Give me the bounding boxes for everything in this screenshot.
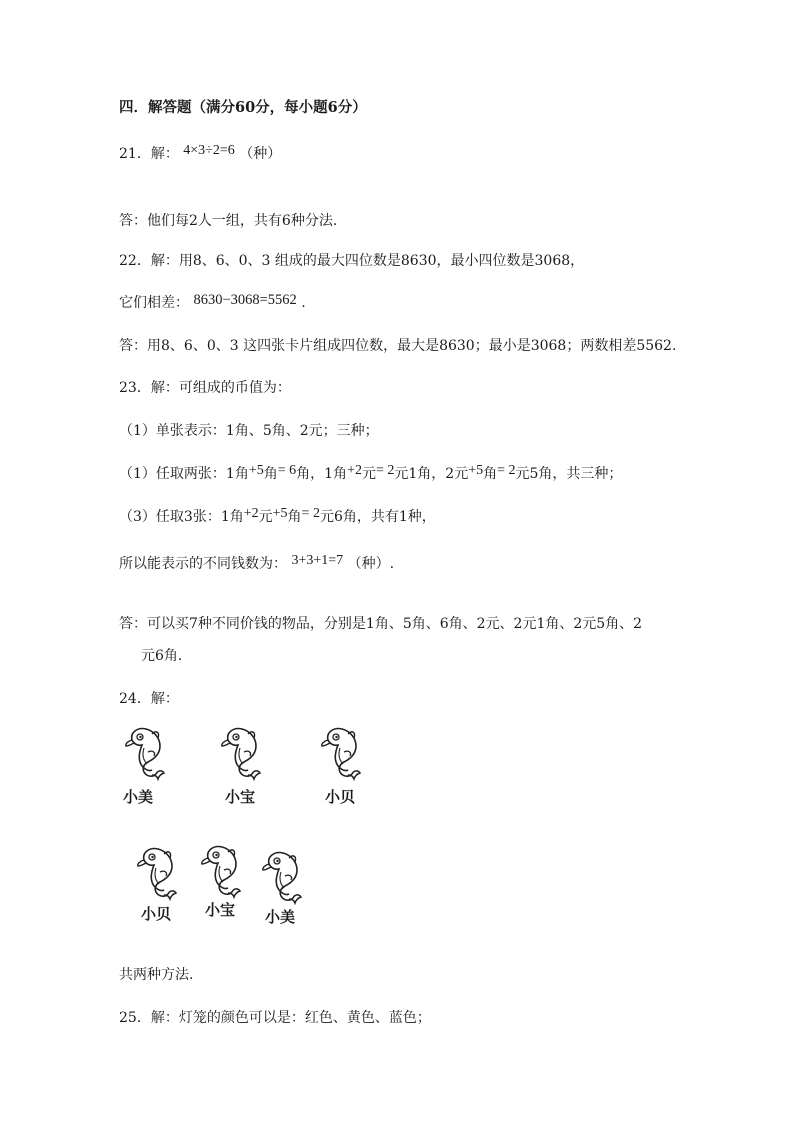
q23-total-label: 所以能表示的不同钱数为： — [119, 556, 287, 572]
q23-pair-f3: +2 — [347, 463, 362, 478]
q23-pair-t4: 元1角，2元 — [394, 466, 469, 482]
q23-triple-f2: +5 — [272, 506, 288, 521]
q22-diff-label: 它们相差： — [119, 295, 189, 311]
q22-answer: 答：用8、6、0、3 这四张卡片组成四位数，最大是8630；最小是3068；两数相差5562. — [119, 338, 677, 354]
dolphin-label: 小宝 — [225, 788, 256, 806]
q22-difference — [119, 293, 306, 313]
section-title: 四．解答题（满分60分，每小题6分） — [119, 99, 367, 116]
dolphin-label: 小美 — [123, 788, 154, 806]
q23-pair-f5: +5 — [468, 463, 484, 478]
q24-conclusion: 共两种方法. — [119, 967, 194, 983]
q23-triple-t2: 角 — [287, 509, 302, 525]
q23-pair-f4: = 2 — [375, 463, 395, 478]
dolphin-image — [318, 726, 364, 782]
q23-pair-t6: 元5角，共三种； — [515, 466, 623, 482]
q23-pair-t2: 角，1角 — [296, 466, 348, 482]
dolphin-image — [134, 846, 180, 902]
dolphin-image — [122, 726, 168, 782]
q23-pair-t1: 角 — [263, 466, 278, 482]
q23-answer-line2: 元6角. — [141, 648, 183, 664]
q23-answer-line1: 答：可以买7种不同价钱的物品，分别是1角、5角、6角、2元、2元1角、2元5角、2 — [119, 616, 643, 632]
q21-label: 21．解： — [119, 146, 179, 162]
q23-total-unit: （种） — [347, 556, 390, 572]
dolphin-label: 小宝 — [205, 901, 236, 919]
dolphin-image — [259, 850, 305, 906]
q22-line1: 22．解：用8、6、0、3 组成的最大四位数是8630，最小四位数是3068， — [119, 253, 585, 269]
q23-pair-f1: +5 — [248, 463, 264, 478]
q22-diff-end: . — [301, 295, 306, 311]
q21-formula: 4×3÷2=6 — [183, 143, 235, 158]
q21-solution — [119, 144, 281, 165]
dolphin-label: 小贝 — [325, 788, 356, 806]
q23-single: （1）单张表示：1角、5角、2元；三种； — [119, 423, 379, 439]
q23-total-formula: 3+3+1=7 — [291, 553, 344, 568]
q23-triple — [119, 507, 436, 528]
q21-answer: 答：他们每2人一组，共有6种分法. — [119, 213, 338, 229]
q23-pair — [119, 464, 622, 485]
q23-triple-t3: 元6角，共有1种， — [319, 509, 436, 525]
dolphin-label: 小美 — [265, 908, 296, 926]
q23-pair-f6: = 2 — [497, 463, 516, 478]
q23-pair-f2: = 6 — [277, 463, 297, 478]
dolphin-image — [198, 844, 244, 900]
q23-total — [119, 554, 394, 575]
q23-triple-f1: +2 — [243, 506, 259, 521]
q24-label: 24．解： — [119, 691, 179, 707]
dolphin-image — [218, 726, 264, 782]
q21-unit: （种） — [239, 146, 282, 162]
q23-triple-t1: 元 — [258, 509, 273, 525]
q25-line1: 25．解：灯笼的颜色可以是：红色、黄色、蓝色； — [119, 1010, 431, 1026]
q23-line1: 23．解：可组成的币值为： — [119, 380, 291, 396]
q23-total-end: . — [389, 556, 395, 572]
q23-triple-f3: = 2 — [301, 506, 320, 521]
dolphin-label: 小贝 — [141, 905, 172, 923]
q23-pair-t3: 元 — [361, 466, 376, 482]
q23-pair-prefix: （1）任取两张：1角 — [119, 466, 249, 482]
q23-triple-prefix: （3）任取3张：1角 — [119, 509, 244, 525]
q23-pair-t5: 角 — [483, 466, 498, 482]
q22-diff-formula: 8630−3068=5562 — [193, 292, 297, 308]
